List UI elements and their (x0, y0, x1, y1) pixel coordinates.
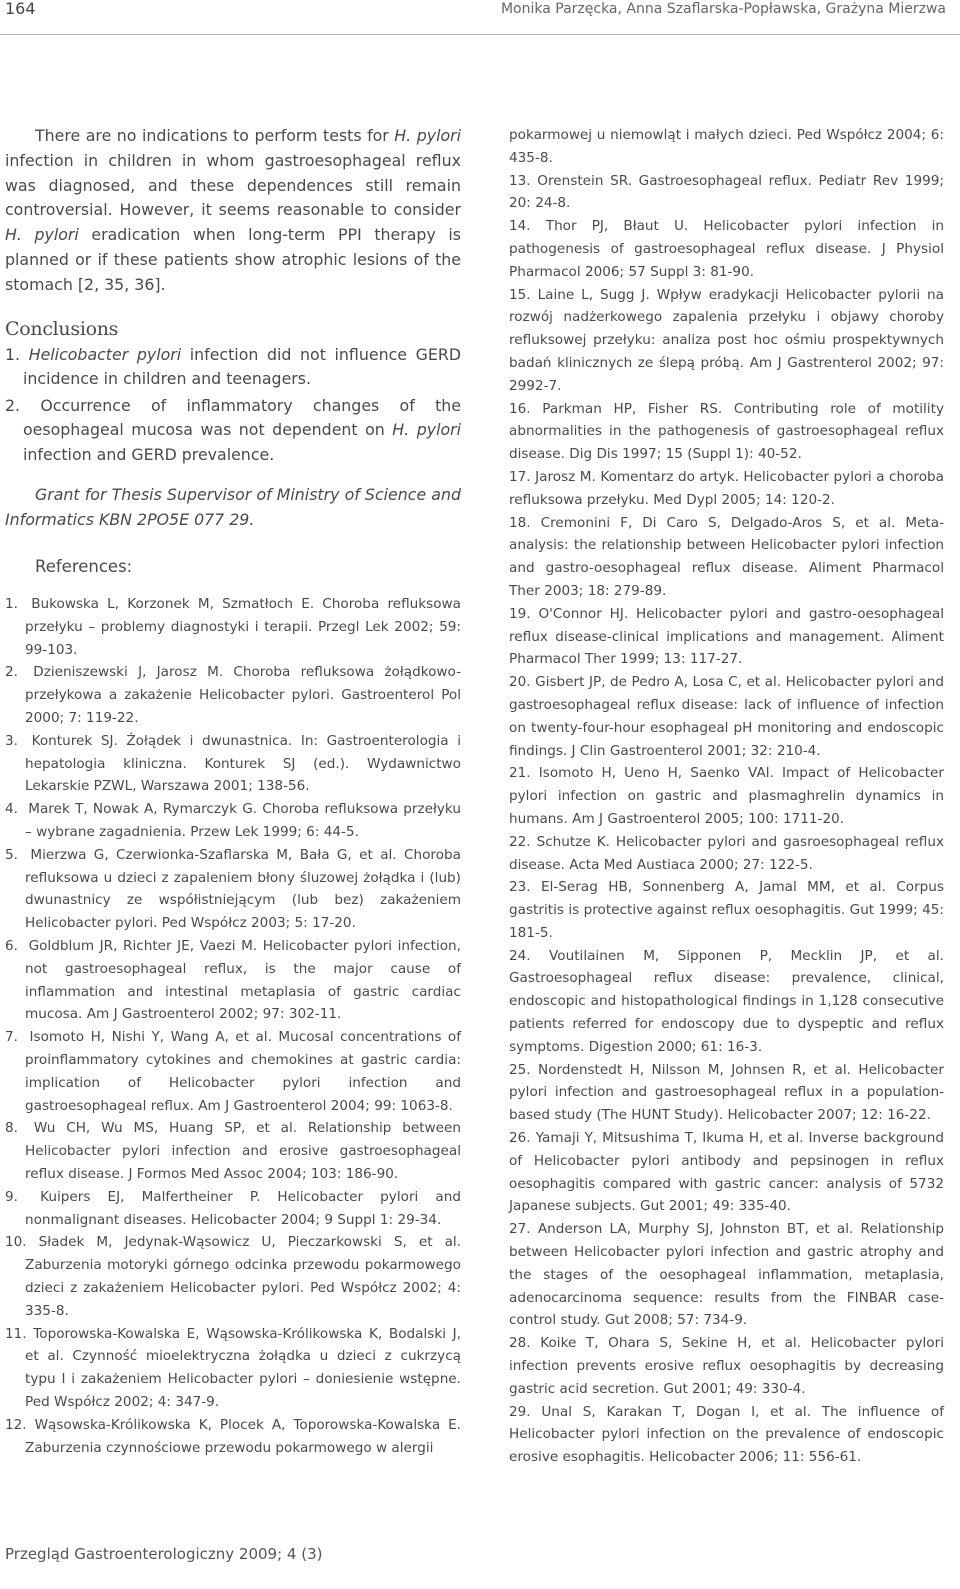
reference-item (509, 671, 944, 762)
running-head-authors: Monika Parzęcka, Anna Szaflarska-Popławska, Grażyna Mierzwa (500, 1, 946, 17)
reference-number: 12. (5, 1416, 27, 1433)
reference-item (509, 398, 944, 466)
reference-item (509, 603, 944, 671)
reference-number: 7. (5, 1029, 18, 1046)
reference-number: 20. (509, 674, 531, 691)
reference-text: Nordenstedt H, Nilsson M, Johnsen R, et al. Helicobacter pylori infection and gastroesophageal reflux in a population-based study (The HUNT Study). Helicobacter 2007; 12: 16-22. (509, 1061, 944, 1124)
reference-number: 18. (509, 514, 531, 531)
reference-text: O'Connor HJ. Helicobacter pylori and gastro-oesophageal reflux disease-clinical implications and management. Aliment Pharmacol Ther 1999; 13: 117-27. (509, 605, 944, 668)
reference-text: Unal S, Karakan T, Dogan I, et al. The influence of Helicobacter pylori infection on the prevalence of endoscopic erosive esophagitis. Helicobacter 2006; 11: 556-61. (509, 1403, 944, 1466)
reference-text: Goldblum JR, Richter JE, Vaezi M. Helicobacter pylori infection, not gastroesophageal reflux, is the major cause of inflammation and intestinal metaplasia of gastric cardiac mucosa. Am J Gastroenterol 2002; 97: 302-11. (25, 938, 461, 1023)
reference-text: Sładek M, Jedynak-Wąsowicz U, Pieczarkowski S, et al. Zaburzenia motoryki górnego odcinka przewodu pokarmowego dzieci z zakażeniem Helicobacter pylori. Ped Współcz 2002; 4: 335-8. (25, 1234, 462, 1319)
reference-number: 28. (509, 1335, 531, 1352)
reference-item (5, 1026, 461, 1117)
references-list-left (5, 593, 461, 1459)
reference-number: 13. (509, 172, 531, 189)
reference-item (5, 1414, 461, 1460)
right-column (509, 124, 944, 1469)
reference-text: Dzieniszewski J, Jarosz M. Choroba refluksowa żołądkowo-przełykowa a zakażenie Helicobacter pylori. Gastroenterol Pol 2000; 7: 119-22. (25, 664, 461, 727)
reference-item (509, 1218, 944, 1332)
reference-number: 22. (509, 833, 531, 850)
reference-text: Thor PJ, Błaut U. Helicobacter pylori infection in pathogenesis of gastroesophageal reflux disease. J Physiol Pharmacol 2006; 57 Suppl 3: 81-90. (509, 218, 944, 280)
reference-number: 29. (509, 1403, 531, 1420)
reference-number: 15. (509, 286, 531, 303)
reference-item (509, 1401, 944, 1469)
references-list-right (509, 124, 944, 1469)
conclusions-heading: Conclusions (5, 317, 119, 340)
reference-text: Yamaji Y, Mitsushima T, Ikuma H, et al. Inverse background of Helicobacter pylori antibody and pepsinogen in reflux oesophagitis compared with gastric cancer: analysis of 5732 Japanese subjects. Gut 2001; 49: 335-40. (509, 1130, 945, 1215)
reference-item (5, 1231, 461, 1322)
reference-text: Wu CH, Wu MS, Huang SP, et al. Relationship between Helicobacter pylori infection and erosive gastroesophageal reflux disease. J Formos Med Assoc 2004; 103: 186-90. (25, 1120, 461, 1182)
journal-footer: Przegląd Gastroenterologiczny 2009; 4 (3) (5, 1545, 323, 1563)
conclusion-item: 1. Helicobacter pylori infection did not influence GERD incidence in children and teenagers. (5, 344, 461, 389)
reference-number: 25. (509, 1061, 531, 1078)
reference-text: Voutilainen M, Sipponen P, Mecklin JP, et al. Gastroesophageal reflux disease: prevalence, clinical, endoscopic and histopathological findings in 1,128 consecutive patients referred for endoscopy due to dyspeptic and reflux symptoms. Digestion 2000; 61: 16-3. (509, 947, 944, 1055)
reference-number: 9. (5, 1188, 18, 1205)
reference-number: 19. (509, 605, 531, 622)
reference-number: 23. (509, 879, 531, 896)
reference-text: El-Serag HB, Sonnenberg A, Jamal MM, et al. Corpus gastritis is protective against reflux oesophagitis. Gut 1999; 45: 181-5. (509, 879, 944, 941)
reference-item (509, 1127, 944, 1218)
reference-text: Gisbert JP, de Pedro A, Losa C, et al. Helicobacter pylori and gastroesophageal reflux disease: lack of influence of infection on twenty-four-hour esophageal pH monitoring and endoscopic findings. J Clin Gastroenterol 2001; 32: 210-4. (509, 674, 944, 759)
reference-item (509, 512, 944, 603)
reference-item (509, 215, 944, 283)
reference-number: 8. (5, 1120, 18, 1137)
reference-item (5, 1323, 461, 1414)
reference-text: Bukowska L, Korzonek M, Szmatłoch E. Choroba refluksowa przełyku – problemy diagnostyki i terapii. Przegl Lek 2002; 59: 99-103. (25, 596, 461, 658)
reference-number: 24. (509, 947, 531, 964)
reference-text: Koike T, Ohara S, Sekine H, et al. Helicobacter pylori infection prevents erosive reflux oesophagitis by decreasing gastric acid secretion. Gut 2001; 49: 330-4. (509, 1335, 944, 1397)
reference-item (5, 730, 461, 798)
reference-number: 1. (5, 596, 18, 613)
reference-text: Schutze K. Helicobacter pylori and gasroesophageal reflux disease. Acta Med Austiaca 2000; 27: 122-5. (509, 833, 944, 873)
discussion-paragraph: There are no indications to perform tests for H. pylori infection in children in whom gastroesophageal reflux was diagnosed, and these dependences still remain controversial. However, it seems reasonable to consider H. pylori eradication when long-term PPI therapy is planned or if these patients show atrophic lesions of the stomach [2, 35, 36]. (5, 126, 462, 294)
reference-item (509, 1332, 944, 1400)
page-header (0, 0, 960, 35)
reference-text: Orenstein SR. Gastroesophageal reflux. Pediatr Rev 1999; 20: 24-8. (509, 172, 944, 212)
reference-number: 11. (5, 1325, 27, 1342)
reference-number: 14. (509, 218, 531, 235)
reference-text: Jarosz M. Komentarz do artyk. Helicobacter pylori a choroba refluksowa przełyku. Med Dypl 2005; 14: 120-2. (509, 468, 944, 508)
page-number: 164 (5, 0, 36, 18)
reference-number: 5. (5, 846, 18, 863)
left-column (5, 124, 461, 1459)
grant-acknowledgement: Grant for Thesis Supervisor of Ministry of Science and Informatics KBN 2PO5E 077 29. (5, 485, 461, 529)
reference-text: Parkman HP, Fisher RS. Contributing role of motility abnormalities in the pathogenesis of gastroesophageal reflux disease. Dig Dis 1997; 15 (Suppl 1): 40-52. (509, 400, 944, 463)
reference-text: Isomoto H, Nishi Y, Wang A, et al. Mucosal concentrations of proinflammatory cytokines and chemokines at gastric cardia: implication of Helicobacter pylori infection and gastroesophageal reflux. Am J Gastroenterol 2004; 99: 1063-8. (25, 1029, 461, 1114)
reference-text: Toporowska-Kowalska E, Wąsowska-Królikowska K, Bodalski J, et al. Czynność mioelektryczna żołądka u dzieci z cukrzycą typu I i zakażeniem Helicobacter pylori – doniesienie wstępne. Ped Współcz 2002; 4: 347-9. (25, 1325, 461, 1410)
reference-number: 4. (5, 801, 18, 818)
reference-item (5, 844, 461, 935)
reference-number: 21. (509, 765, 531, 782)
reference-text: Marek T, Nowak A, Rymarczyk G. Choroba refluksowa przełyku – wybrane zagadnienia. Przew Lek 1999; 6: 44-5. (25, 801, 461, 841)
reference-number: 16. (509, 400, 531, 417)
conclusion-item: 2. Occurrence of inflammatory changes of the oesophageal mucosa was not dependent on H. pylori infection and GERD prevalence. (5, 395, 462, 464)
reference-item (509, 762, 944, 830)
reference-item (5, 1117, 461, 1185)
references-heading: References: (35, 557, 133, 577)
reference-text: Anderson LA, Murphy SJ, Johnston BT, et al. Relationship between Helicobacter pylori infection and gastric atrophy and the stages of the oesophageal inflammation, metaplasia, adenocarcinoma sequence: results from the FINBAR case-control study. Gut 2008; 57: 734-9. (509, 1221, 945, 1329)
reference-item (509, 945, 944, 1059)
reference-continuation: pokarmowej u niemowląt i małych dzieci. Ped Współcz 2004; 6: 435-8. (509, 127, 944, 166)
reference-item (509, 1059, 944, 1127)
reference-number: 10. (5, 1234, 27, 1251)
reference-text: Wąsowska-Królikowska K, Plocek A, Toporowska-Kowalska E. Zaburzenia czynnościowe przewodu pokarmowego w alergii (25, 1416, 461, 1456)
reference-number: 17. (509, 468, 531, 485)
reference-text: Cremonini F, Di Caro S, Delgado-Aros S, et al. Meta-analysis: the relationship between Helicobacter pylori infection and gastro-oesophageal reflux disease. Aliment Pharmacol Ther 2003; 18: 279-89. (509, 514, 945, 599)
reference-item (509, 284, 944, 398)
reference-item (509, 831, 944, 877)
reference-number: 3. (5, 732, 18, 749)
reference-item (5, 798, 461, 844)
reference-number: 26. (509, 1130, 531, 1147)
reference-text: Konturek SJ. Żołądek i dwunastnica. In: Gastroenterologia i hepatologia kliniczna. Konturek SJ (ed.). Wydawnictwo Lekarskie PZWL, Warszawa 2001; 138-56. (25, 732, 461, 795)
reference-item (5, 661, 461, 729)
reference-number: 6. (5, 938, 18, 955)
reference-text: Mierzwa G, Czerwionka-Szaflarska M, Bała G, et al. Choroba refluksowa u dzieci z zapaleniem błony śluzowej żołądka i (lub) dwunastnicy ze współistniejącym (lub bez) zakażeniem Helicobacter pylori. Ped Współcz 2003; 5: 17-20. (25, 846, 461, 932)
reference-number: 27. (509, 1221, 531, 1238)
reference-text: Isomoto H, Ueno H, Saenko VAl. Impact of Helicobacter pylori infection on gastric and plasmaghrelin dynamics in humans. Am J Gastroenterol 2005; 100: 1711-20. (509, 765, 944, 827)
reference-item (5, 935, 461, 1026)
reference-number: 2. (5, 664, 18, 681)
reference-text: Laine L, Sugg J. Wpływ eradykacji Helicobacter pylorii na rozwój nadżerkowego zapalenia przełyku i objawy choroby refluksowej przełyku: analiza post hoc ośmiu prospektywnych badań klinicznych ze ślepą próbą. Am J Gastrenterol 2002; 97: 2992-7. (509, 286, 944, 394)
reference-text: Kuipers EJ, Malfertheiner P. Helicobacter pylori and nonmalignant diseases. Helicobacter 2004; 9 Suppl 1: 29-34. (25, 1188, 461, 1228)
reference-item (509, 876, 944, 944)
conclusions-list (5, 343, 461, 468)
reference-item (509, 170, 944, 216)
reference-item (509, 466, 944, 512)
reference-item (5, 593, 461, 661)
reference-item (5, 1186, 461, 1232)
